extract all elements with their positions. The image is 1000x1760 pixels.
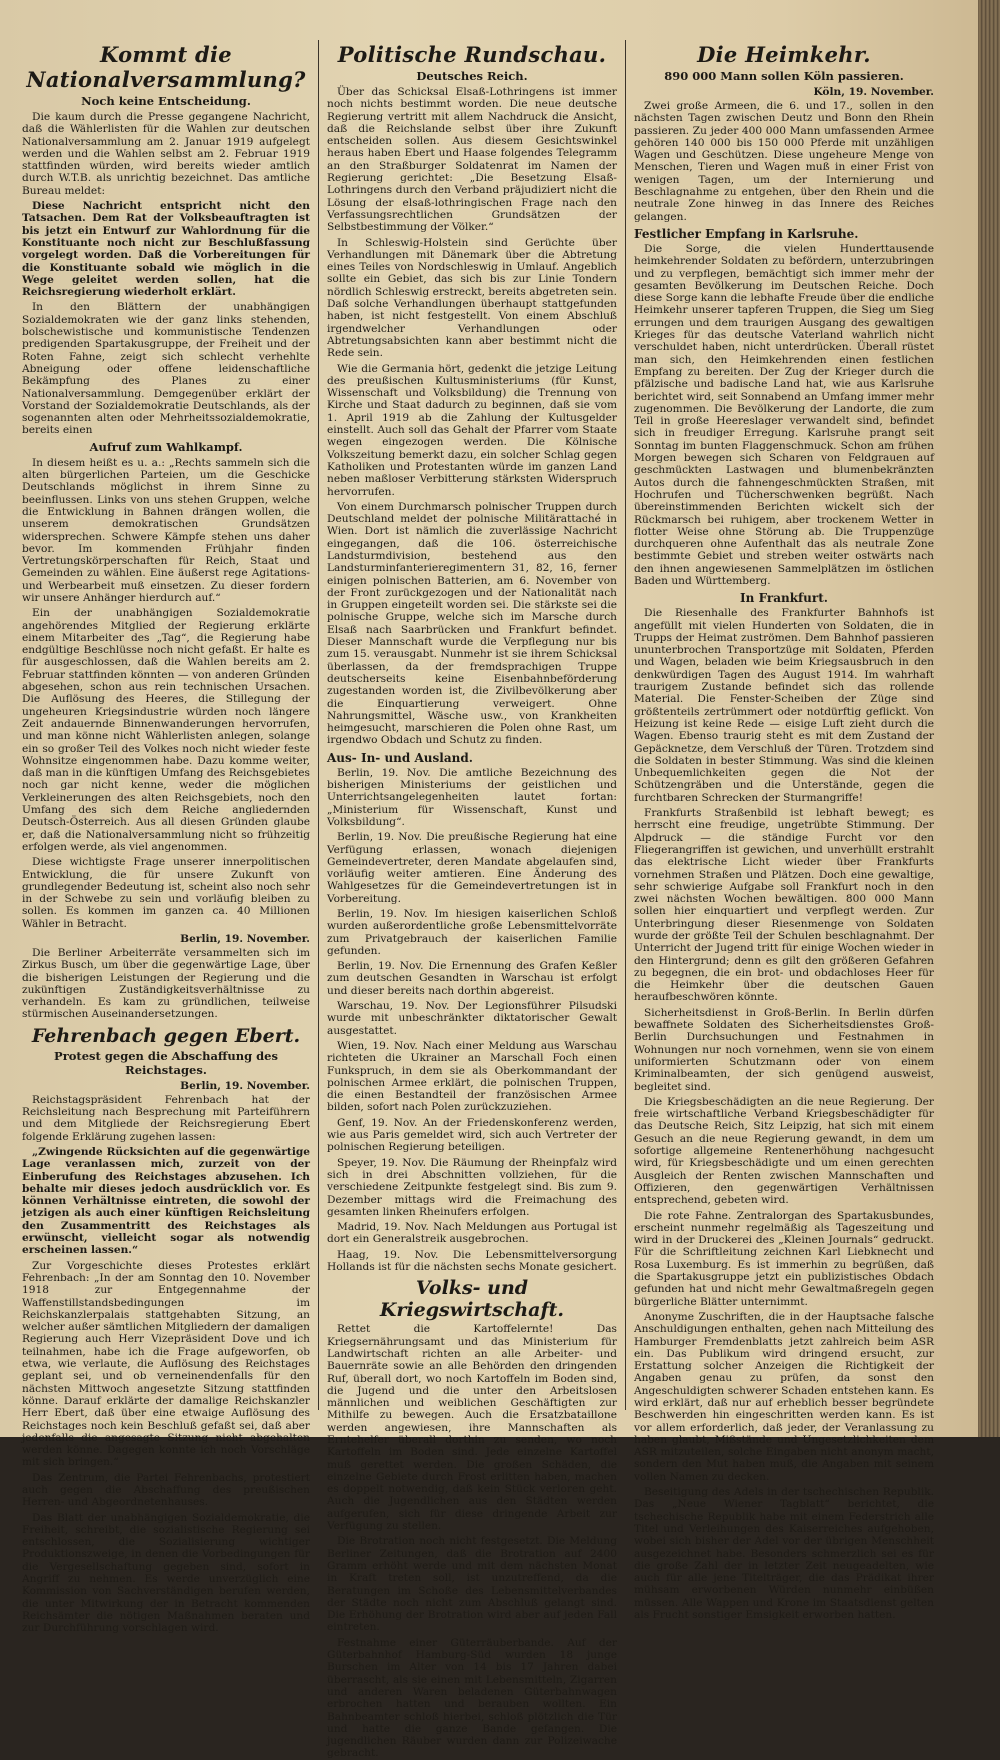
column-2 [327,38,617,1760]
paragraph: Die Riesenhalle des Frankfurter Bahnhofs ist angefüllt mit vielen Hunderten von Soldaten, die in Trupps der Heimat zuströmen. Dem Bahnhof passieren ununterbrochen Transportzüge mit Soldaten, Pferden und Wagen, beladen wie beim Kriegsausbruch in den denkwürdigen Tagen des August 1914. Im wahrhaft traurigem Zustande befindet sich das rollende Material. Die Fenster-Scheiben der Züge sind größtenteils zertrümmert oder notdürftig geflickt. Von Heizung ist keine Rede — eisige Luft zieht durch die Wagen. Ebenso traurig steht es mit dem Zustand der Gepäcknetze, dem Verschluß der Türen. Trotzdem sind die Soldaten in bester Stimmung. Was sind die kleinen Unbequemlichkeiten gegen die Not der Schützengräben und die Unterstände, gegen die furchtbaren Schrecken der Sturmangriffe! [634,607,934,804]
section-heading: Festlicher Empfang in Karlsruhe. [634,226,859,241]
paragraph: Diese Nachricht entspricht nicht den Tatsachen. Dem Rat der Volksbeauftragten ist bis jetzt ein Entwurf zur Wahlordnung für die Konstituante noch nicht zur Beschlußfassung vorgelegt worden. Daß die Vorbereitungen für die Konstituante sobald wie möglich in die Wege geleitet werden sollen, hat die Reichsregierung wiederholt erklärt. [22,200,310,299]
paragraph: Die rote Fahne. Zentralorgan des Spartakusbundes, erscheint nunmehr regelmäßig als Tageszeitung und wird in der Druckerei des „Kleinen Journals“ gedruckt. Für die Schriftleitung zeichnen Karl Liebknecht und Rosa Luxemburg. Es ist immerhin zu begrüßen, daß die Spartakusgruppe jetzt ein publizistisches Obdach gefunden hat und nicht mehr Gewaltmaßregeln gegen bürgerliche Blätter unternimmt. [634,1209,934,1308]
paragraph: Rettet die Kartoffelernte! Das Kriegsernährungsamt und das Ministerium für Landwirtschaft richten an alle Arbeiter- und Bauernräte sowie an alle Behörden den dringenden Ruf, überall dort, wo noch Kartoffeln im Boden sind, die Jugend und die unter den Arbeitslosen männlichen und weiblichen Geschäftigten zur Mithilfe zu bewegen. Auch die Ersatzbataillone werden angewiesen, ihre Mannschaften als Erntehelfer überall dorthin zu senden, wo noch Kartoffeln im Boden sind. Jede einzelne Kartoffel muß gerettet werden. Die großen Schäden, die einzelne Gebiete durch Frost erlitten haben, machen es doppelt notwendig, daß kein Stück verloren geht. Auch die Jugendlichen aus den Städten werden aufgerufen, sich für diese dringende Arbeit zur Verfügung zu stellen. [327,1323,617,1533]
article-subtitle: 890 000 Mann sollen Köln passieren. [664,69,904,83]
paragraph: Das Blatt der unabhängigen Sozialdemokratie, die Freiheit, schreibt, die sozialistische Regierung sei entschlossen, die Sozialisierung wichtiger Produktionszweige, in denen die Vorbedingungen für die Vergesellschaftung gegeben sind, sofort in Angriff zu nehmen. Es werde unverzüglich eine Kommission von Sachverständigen berufen werden, die unter Mitwirkung der in Betracht kommenden Reichsämter die nötigen Maßnahmen beraten und zur Durchführung vorschlagen wird. [22,1511,310,1635]
paragraph: Haag, 19. Nov. Die Lebensmittelversorgung Hollands ist für die nächsten sechs Monate gesichert. [327,1248,617,1274]
bound-volume-edge [978,0,1000,1437]
paragraph: Die Brotration noch nicht festgesetzt. Die Meldung Berliner Zeitungen, daß die Brotration auf 2400 Gramm erhöht werde und mit dem nächsten Monat in Kraft treten soll, ist unzutreffend, da die Beratungen im Schoße des Lebensmittelverbandes der Städte noch nicht zum Abschluß gelangt sind. Die Erhöhung der Brotration wird aber auf jeden Fall eintreten. [327,1535,617,1634]
paragraph: Frankfurts Straßenbild ist lebhaft bewegt; es herrscht eine freudige, ungetrübte Stimmung. Der Alpdruck — die ständige Furcht vor den Fliegerangriffen ist gewichen, und unverhüllt erstrahlt das elektrische Licht wieder über Frankfurts vornehmen Straßen und Plätzen. Doch eine gewaltige, sehr schwierige Aufgabe soll Frankfurt noch in den zwei nächsten Wochen bewältigen. 800 000 Mann sollen hier einquartiert und verpflegt werden. Zur Unterbringung dieser Riesenmenge von Soldaten wurde der größte Teil der Schulen beschlagnahmt. Der Unterricht der Jugend tritt für einige Wochen wieder in den Hintergrund; denn es gilt den größeren Gefahren zu begegnen, die ein brot- und obdachloses Heer für die Heimkehr über die deutschen Gauen heraufbeschwören könnte. [634,807,934,1004]
paragraph: Zur Vorgeschichte dieses Protestes erklärt Fehrenbach: „In der am Sonntag den 10. November 1918 zur Entgegennahme der Waffenstillstandsbedingungen im Reichskanzlerpalais stattgehabten Sitzung, an welcher außer sämtlichen Mitgliedern der damaligen Regierung auch Herr Vizepräsident Dove und ich teilnahmen, habe ich die Frage aufgeworfen, ob etwa, wie verlaute, die Auflösung des Reichstages geplant sei, und ob verneinendenfalls für den nächsten Mittwoch angesetzte Sitzung stattfinden könne. Darauf erklärte der damalige Reichskanzler Herr Ebert, daß über eine etwaige Auflösung des Reichstages noch kein Beschluß gefaßt sei, daß aber jedenfalls die angesagte Sitzung nicht abgehalten werden könne. Dagegen konnte ich noch Vorschläge mit sich bringen.“ [22,1259,310,1469]
paragraph: In den Blättern der unabhängigen Sozialdemokraten wie der ganz links stehenden, bolschewistische und kommunistische Tendenzen predigenden Spartakusgruppe, der Freiheit und der Roten Fahne, zeigt sich schlecht verhehlte Abneigung oder offene leidenschaftliche Bekämpfung des Planes zu einer Nationalversammlung. Demgegenüber erklärt der Vorstand der Sozialdemokratie Deutschlands, als der sogenannten alten oder Mehrheitssozialdemokratie, bereits einen [22,301,310,437]
paragraph: In Schleswig-Holstein sind Gerüchte über Verhandlungen mit Dänemark über die Abtretung eines Teiles von Nordschleswig in Umlauf. Angeblich sollte ein Gebiet, das sich bis zur Linie Tondern nördlich Schleswig erstreckt, bereits abgetreten sein. Daß solche Verhandlungen überhaupt stattgefunden haben, ist nicht festgestellt. Von einem Abschluß irgendwelcher Verhandlungen oder Abtretungsabsichten kann aber bestimmt nicht die Rede sein. [327,236,617,360]
paragraph: „Zwingende Rücksichten auf die gegenwärtige Lage veranlassen mich, zurzeit von der Einberufung des Reichstages abzusehen. Ich behalte mir dieses jedoch ausdrücklich vor. Es können Verhältnisse eintreten, die sowohl der jetzigen als auch einer künftigen Reichsleitung den Zusammentritt des Reichstages als erwünscht, vielleicht sogar als notwendig erscheinen lassen.“ [22,1145,310,1257]
article-title: Die Heimkehr. [697,42,871,67]
column-rule [318,40,319,1410]
paragraph: Anonyme Zuschriften, die in der Hauptsache falsche Anschuldigungen enthalten, gehen nach Mitteilung des Hamburger Fremdenblatts jetzt zahlreich beim ASR ein. Das Publikum wird dringend ersucht, zur Erstattung solcher Anzeigen die Richtigkeit der Angaben genau zu prüfen, da sonst den Angeschuldigten schwerer Schaden entstehen kann. Es wird erklärt, daß nur auf erheblich besser begründete Beschwerden hin eingeschritten werden kann. Es ist vor allem erforderlich, daß jeder, der Veranlassung zu haben glaubt, Mißstände und Ungesetzlichkeiten dem ASR mitzuteilen, solche Eingaben nicht anonym macht, sondern den Mut haben muß, die Angaben mit seinem vollen Namen zu decken. [634,1310,934,1483]
paragraph: Diese wichtigste Frage unserer innerpolitischen Entwicklung, die für unsere Zukunft von grundlegender Bedeutung ist, scheint also noch sehr in der Schwebe zu sein und vorläufig bleiben zu sollen. Es kommen im ganzen ca. 40 Millionen Wähler in Betracht. [22,856,310,930]
dateline: Berlin, 19. November. [180,1079,310,1092]
section-heading: In Frankfurt. [740,591,828,606]
paragraph: Das Zentrum, die Partei Fehrenbachs, protestiert auch gegen die Abschaffung des preußischen Herren- und Abgeordnetenhauses. [22,1471,310,1509]
article-title: Kommt die Nationalversammlung? [26,42,306,92]
paragraph: Die kaum durch die Presse gegangene Nachricht, daß die Wählerlisten für die Wahlen zur deutschen Nationalversammlung am 2. Januar 1919 aufgelegt werden und die Wahlen selbst am 2. Februar 1919 stattfinden würden, wird bereits wieder amtlich durch W.T.B. als unrichtig bezeichnet. Das amtliche Bureau meldet: [22,111,310,197]
paragraph: Ein der unabhängigen Sozialdemokratie angehörendes Mitglied der Regierung erklärte einem Mitarbeiter des „Tag“, die Regierung habe endgültige Beschlüsse noch nicht gefaßt. Er halte es für ausgeschlossen, daß die Wahlen bereits am 2. Februar stattfinden könnten — von anderen Gründen abgesehen, schon aus rein technischen Ursachen. Die Auflösung des Heeres, die Stillegung der ungeheuren Kriegsindustrie würden noch längere Zeit andauernde Binnenwanderungen hervorrufen, und man könne nicht Wählerlisten anlegen, solange ein so großer Teil des Volkes noch nicht wieder feste Wohnsitze eingenommen habe. Dazu komme weiter, daß man in die künftigen Umfang des Reichsgebietes noch gar nicht kenne, weder die möglichen Verkleinerungen des alten Reichsgebiets, noch den Umfang des sich dem Reiche angliedernden Deutsch-Österreich. Aus all diesen Gründen glaube er, daß die Nationalversammlung nicht so frühzeitig erfolgen werde, als viel angenommen. [22,607,310,853]
article-subtitle: Noch keine Entscheidung. [81,94,251,108]
article-title: Politische Rundschau. [337,42,607,67]
paragraph: Zwei große Armeen, die 6. und 17., sollen in den nächsten Tagen zwischen Deutz und Bonn den Rhein passieren. Zu jeder 400 000 Mann umfassenden Armee gehören 140 000 bis 150 000 Pferde mit unzähligen Wagen und Geschützen. Diese ungeheure Menge von Menschen, Tieren und Wagen muß in einer Frist von wenigen Tagen, um der Internierung und Beschlagnahme zu entgehen, über den Rhein und die neutrale Zone hinweg in das Innere des Reiches gelangen. [634,100,934,223]
paragraph: Berlin, 19. Nov. Die preußische Regierung hat eine Verfügung erlassen, wonach diejenigen Gemeindevertreter, deren Mandate abgelaufen sind, vorläufig weiter amtieren. Eine Änderung des Wahlgesetzes für die Gemeindevertretungen ist in Vorbereitung. [327,831,617,905]
paragraph: Von einem Durchmarsch polnischer Truppen durch Deutschland meldet der polnische Militärattaché in Wien. Dort ist nämlich die zuverlässige Nachricht eingegangen, daß die 106. österreichische Landsturmdivision, bestehend aus den Landsturminfanterieregimentern 31, 82, 16, ferner einigen polnischen Batterien, am 6. November von der Front zurückgezogen und der Nationalität nach in Gruppen eingeteilt worden sei. Die stärkste sei die polnische Gruppe, welche sich im Marsche durch Elsaß nach Saarbrücken und Frankfurt befindet. Dieser Mannschaft wurde die Verpflegung nur bis zum 15. verausgabt. Nunmehr ist sie ihrem Schicksal überlassen, da der fremdsprachigen Truppe deutscherseits keine Eisenbahnbeförderung zugestanden worden ist, die Zivilbevölkerung aber die Einquartierung verweigert. Ohne Nahrungsmittel, Wäsche usw., von Krankheiten heimgesucht, marschieren die Polen ohne Rast, um irgendwo Obdach und Schutz zu finden. [327,500,617,747]
paragraph: Die Sorge, die vielen Hunderttausende heimkehrender Soldaten zu befördern, unterzubringen und zu verpflegen, bemächtigt sich immer mehr der gesamten Bevölkerung im Deutschen Reiche. Doch diese Sorge kann die lebhafte Freude über die endliche Heimkehr unserer tapferen Truppen, die Sieg um Sieg errungen und dem traurigen Ausgang des gewaltigen Krieges für das deutsche Vaterland wahrlich nicht verschuldet haben, nicht unterdrücken. Überall rüstet man sich, den Heimkehrenden einen festlichen Empfang zu bereiten. Der Zug der Krieger durch die pfälzische und badische Land hat, wie aus Karlsruhe berichtet wird, seit Sonnabend an Umfang immer mehr zugenommen. Die Bevölkerung der Landorte, die zum Teil in große Heereslager verwandelt sind, befindet sich in freudiger Erregung. Karlsruhe prangt seit Sonntag im bunten Flaggenschmuck. Schon am frühen Morgen bewegen sich Scharen von Feldgrauen auf geschmückten Lastwagen und blumenbekränzten Autos durch die fahnengeschmückten Straßen, mit Hochrufen und Tücherschwenken begrüßt. Nach übereinstimmenden Berichten wickelt sich der Rückmarsch bei ruhigem, aber trockenem Wetter in flotter Weise ohne Störung ab. Die Truppenzüge durchqueren ohne Aufenthalt das als neutrale Zone bestimmte Gebiet und streben weiter ostwärts nach den ihnen angewiesenen Sammelplätzen im östlichen Baden und Württemberg. [634,242,934,587]
paragraph: Berlin, 19. Nov. Die amtliche Bezeichnung des bisherigen Ministeriums der geistlichen und Unterrichtsangelegenheiten lautet fortan: „Ministerium für Wissenschaft, Kunst und Volksbildung“. [327,766,617,828]
column-rule [625,40,626,1410]
article-subtitle: Deutsches Reich. [416,69,528,83]
paragraph: Warschau, 19. Nov. Der Legionsführer Pilsudski wurde mit unbeschränkter diktatorischer Gewalt ausgestattet. [327,1000,617,1037]
article-subtitle: Protest gegen die Abschaffung des Reichstages. [54,1048,278,1077]
section-heading: Aus- In- und Ausland. [327,750,473,765]
paragraph: Reichstagspräsident Fehrenbach hat der Reichsleitung nach Besprechung mit Parteiführern und dem Mitgliede der Reichsregierung Ebert folgende Erklärung zugehen lassen: [22,1093,310,1143]
paragraph: Genf, 19. Nov. An der Friedenskonferenz werden, wie aus Paris gemeldet wird, sich auch Vertreter der polnischen Regierung beteiligen. [327,1116,617,1154]
column-1 [22,38,310,1635]
paragraph: Speyer, 19. Nov. Die Räumung der Rheinpfalz wird sich in drei Abschnitten vollziehen, für die verschiedene Zeitpunkte festgelegt sind. Bis zum 9. Dezember mittags wird die Freimachung des gesamten linken Rheinufers erfolgen. [327,1156,617,1218]
paragraph: Berlin, 19. Nov. Im hiesigen kaiserlichen Schloß wurden außerordentliche große Lebensmittelvorräte zum Privatgebrauch der kaiserlichen Familie gefunden. [327,908,617,957]
paragraph: Wien, 19. Nov. Nach einer Meldung aus Warschau richteten die Ukrainer an Marschall Foch einen Funkspruch, in dem sie als Oberkommandant der polnischen Armee erklärt, die polnischen Truppen, die einen Bestandteil der französischen Armee bilden, sofort nach Polen zurückzuziehen. [327,1039,617,1114]
article-title: Fehrenbach gegen Ebert. [31,1024,301,1047]
paragraph: Madrid, 19. Nov. Nach Meldungen aus Portugal ist dort ein Generalstreik ausgebrochen. [327,1221,617,1246]
paragraph: Beseitigung des Adels in der tschechischen Republik. Das „Neue Wiener Tagblatt“ berichtet, die tschechische Republik habe mit einem Federstrich alle Titel und Verleihungen des Kaiserreiches aufgehoben, wobei sich bisher der Adel vor der übrigen Menschheit ausgezeichnet habe. Besonders schmerzlich sei es für die große Zahl der in letzter Zeit neugeadelten, wie auch für alle jene Titelträger, die das Prädikat ihrer mühsam erworbenen Würden nunmehr einbüßen müssen. Alle Wappen und Krone im Staatsdienst gelten als Frucht sonstiger Emsigkeit erworben hatten. [634,1486,934,1622]
paragraph: Die Berliner Arbeiterräte versammelten sich im Zirkus Busch, um über die gegenwärtige Lage, über die bisherigen Leistungen der Regierung und die zukünftigen Zuständigkeitsverhältnisse zu verhandeln. Es kam zu gründlichen, teilweise stürmischen Auseinandersetzungen. [22,947,310,1021]
paragraph: Sicherheitsdienst in Groß-Berlin. In Berlin dürfen bewaffnete Soldaten des Sicherheitsdienstes Groß-Berlin Durchsuchungen und Festnahmen in Wohnungen nur noch vornehmen, wenn sie von einem uniformierten Schutzmann oder von einem Kriminalbeamten, der sich genügend ausweist, begleitet sind. [634,1006,934,1093]
paragraph: Wie die Germania hört, gedenkt die jetzige Leitung des preußischen Kultusministeriums (für Kunst, Wissenschaft und Volksbildung) die Trennung von Kirche und Staat dadurch zu beginnen, daß sie vom 1. April 1919 ab die Zahlung der Kultusgelder einstellt. Auch soll das Gehalt der Pfarrer vom Staate wegen eingezogen werden. Die Kölnische Volkszeitung bemerkt dazu, ein solcher Schlag gegen Katholiken und Protestanten würde im ganzen Land neben maßloser Verbitterung stärksten Widerspruch hervorrufen. [327,362,617,498]
paragraph: Festnahme einer Güterräuberbande. Auf der Güterbahnhof Hamburg-Süd wurden 18 junge Burschen im Alter von 14 bis 17 Jahren dabei überrascht, als sie einen mit Lebensmitteln, Zigarren und anderen Waren beladenen Güterbahnwagen erbrochen hatten und berauben wollten. Ein Bahnbeamter schloß hierbei, schloß plötzlich die Tür und hatte die ganze Bande gefangen. Die jugendlichen Räuber wurden dann zur Polizeiwache gebracht. [327,1636,617,1760]
paragraph: In diesem heißt es u. a.: „Rechts sammeln sich die alten bürgerlichen Parteien, um die Geschicke Deutschlands möglichst in ihrem Sinne zu beeinflussen. Links von uns stehen Gruppen, welche die Entwicklung in Bahnen drängen wollen, die unserem demokratischen Grundsätzen widersprechen. Schwere Kämpfe stehen uns daher bevor. Im kommenden Frühjahr finden Vertretungskörperschaften für Reich, Staat und Gemeinden zu wählen. Eine äußerst rege Agitations- und Werbearbeit muß einsetzen. Zu dieser fordern wir unsere Anhänger hierdurch auf.“ [22,456,310,604]
dateline: Berlin, 19. November. [180,933,310,945]
paragraph: Berlin, 19. Nov. Die Ernennung des Grafen Keßler zum deutschen Gesandten in Warschau ist erfolgt und dieser bereits nach dorthin abgereist. [327,960,617,997]
section-heading: Volks- und Kriegswirtschaft. [379,1277,565,1322]
dateline: Köln, 19. November. [813,86,934,98]
column-3 [634,38,934,1622]
section-heading: Aufruf zum Wahlkampf. [89,439,243,454]
paragraph: Die Kriegsbeschädigten an die neue Regierung. Der freie wirtschaftliche Verband Kriegsbeschädigter für das Deutsche Reich, Sitz Leipzig, hat sich mit einem Gesuch an die neue Regierung gewandt, in dem um sofortige allgemeine Rentenerhöhung nachgesucht wird, für Kriegsbeschädigte und um einen gerechten Ausgleich der Renten zwischen Mannschaften und Offizieren, den gegenwärtigen Verhältnissen entsprechend, gebeten wird. [634,1095,934,1207]
paragraph: Über das Schicksal Elsaß-Lothringens ist immer noch nichts bestimmt worden. Die neue deutsche Regierung vertritt mit allem Nachdruck die Ansicht, daß die Reichslande selbst über ihre Zukunft entscheiden sollen. Aus diesem Gesichtswinkel heraus haben Ebert und Haase folgendes Telegramm an den Straßburger Soldatenrat im Namen der Regierung gerichtet: „Die Besetzung Elsaß-Lothringens durch den Verband präjudiziert nicht die Lösung der elsaß-lothringischen Frage nach den Verfassungsrechtlichen Grundsätzen der Selbstbestimmung der Völker.“ [327,86,617,234]
